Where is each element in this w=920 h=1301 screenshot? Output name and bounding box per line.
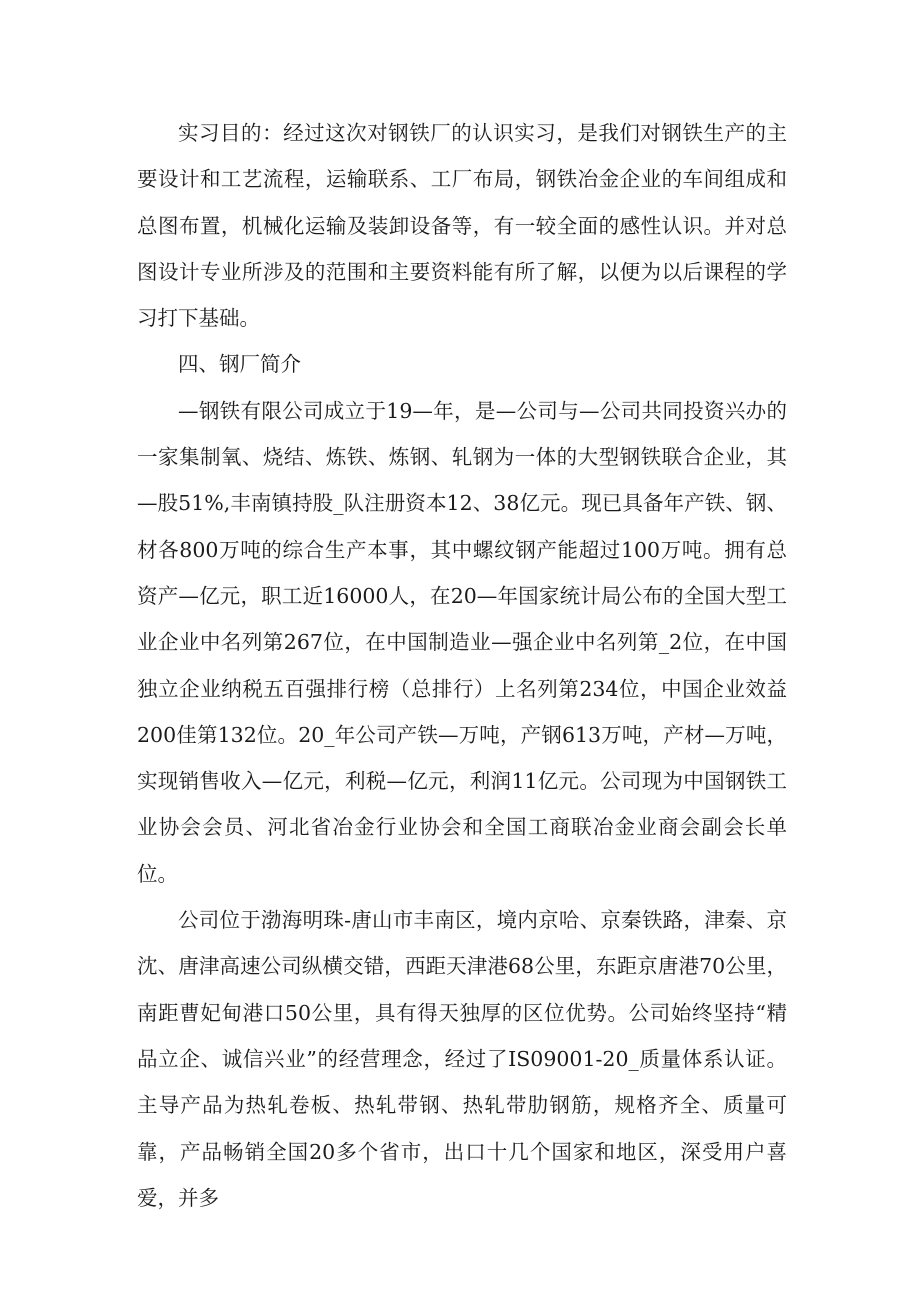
section-heading-steel-plant-intro: 四、钢厂简介 xyxy=(178,352,301,377)
paragraph-company-intro: —钢铁有限公司成立于19—年，是—公司与—公司共同投资兴办的一家集制氧、烧结、炼铁、炼钢、轧钢为一体的大型钢铁联合企业，其—股51%,丰南镇持股_队注册资本12、38亿元。现已具备年产铁、钢、材各800万吨的综合生产本事，其中螺纹钢产能超过100万吨。拥有总资产—亿元，职工近16000人，在20—年国家统计局公布的全国大型工业企业中名列第267位，在中国制造业—强企业中名列第_2位，在中国独立企业纳税五百强排行榜（总排行）上名列第234位，中国企业效益200佳第132位。20_年公司产铁—万吨，产钢613万吨，产材—万吨，实现销售收入—亿元，利税—亿元，利润11亿元。公司现为中国钢铁工业协会会员、河北省冶金行业协会和全国工商联冶金业商会副会长单位。 xyxy=(137,398,787,886)
paragraph-company-location: 公司位于渤海明珠-唐山市丰南区，境内京哈、京秦铁路，津秦、京沈、唐津高速公司纵横交错，西距天津港68公里，东距京唐港70公里，南距曹妃甸港口50公里，具有得天独厚的区位优势。公司始终坚持“精品立企、诚信兴业”的经营理念，经过了IS09001-20_质量体系认证。主导产品为热轧卷板、热轧带钢、热轧带肋钢筋，规格齐全、质量可靠，产品畅销全国20多个省市，出口十几个国家和地区，深受用户喜爱，并多 xyxy=(137,908,787,1210)
paragraph-internship-purpose: 实习目的：经过这次对钢铁厂的认识实习，是我们对钢铁生产的主要设计和工艺流程，运输联系、工厂布局，钢铁冶金企业的车间组成和总图布置，机械化运输及装卸设备等，有一较全面的感性认识。并对总图设计专业所涉及的范围和主要资料能有所了解，以便为以后课程的学习打下基础。 xyxy=(137,121,787,331)
document-body xyxy=(137,110,787,1221)
